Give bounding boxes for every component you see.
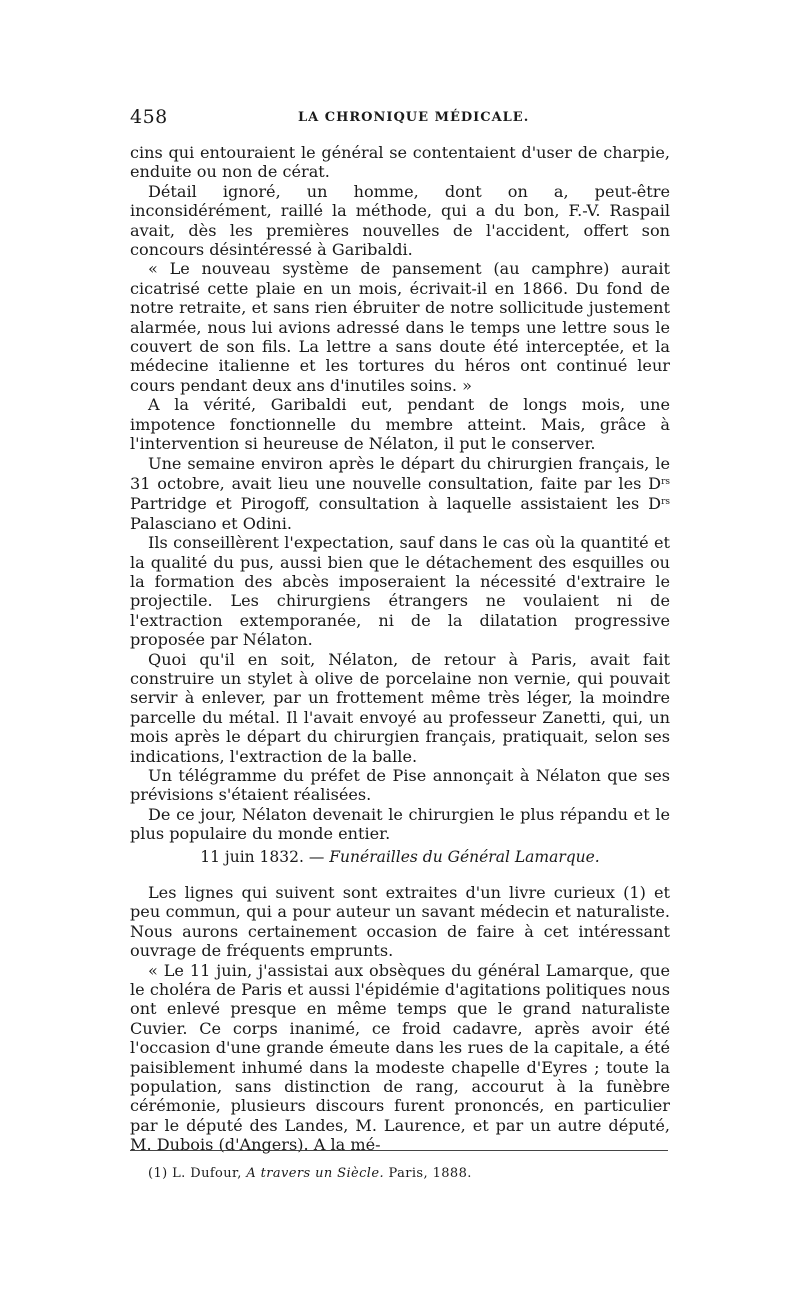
- footnote-place-year: Paris, 1888.: [388, 1166, 472, 1181]
- paragraph: De ce jour, Nélaton devenait le chirurgien le plus répandu et le plus populaire du monde entier.: [130, 804, 670, 844]
- paragraph-consultation: [130, 454, 670, 534]
- paragraph: Détail ignoré, un homme, dont on a, peut-être inconsidérément, raillé la méthode, qui a du bon, F.-V. Raspail avait, dès les premières nouvelles de l'accident, offert son concours désintéressé à Garibaldi.: [130, 181, 670, 260]
- superscript: rs: [661, 476, 670, 487]
- section-title: Funérailles du Général Lamarque.: [329, 848, 600, 866]
- footnote: [148, 1166, 472, 1181]
- paragraph: Un télégramme du préfet de Pise annonçait à Nélaton que ses prévisions s'étaient réalisées.: [130, 766, 670, 805]
- main-text: [130, 143, 670, 844]
- running-title: LA CHRONIQUE MÉDICALE.: [298, 110, 530, 125]
- footnote-book-title: A travers un Siècle.: [246, 1166, 384, 1181]
- section-date: 11 juin 1832. —: [200, 848, 325, 866]
- paragraph: Quoi qu'il en soit, Nélaton, de retour à Paris, avait fait construire un stylet à olive de porcelaine non vernie, qui pouvait servir à enlever, par un frottement même très léger, la moindre parcelle du métal. Il l'avait envoyé au professeur Zanetti, qui, un mois après le départ du chirurgien français, pratiquait, selon ses indications, l'extraction de la balle.: [130, 649, 670, 766]
- paragraph: Ils conseillèrent l'expectation, sauf dans le cas où la quantité et la qualité du pus, aussi bien que le détachement des esquilles ou la formation des abcès imposeraient la nécessité d'extraire le projectile. Les chirurgiens étrangers ne voulaient ni de l'extraction extemporanée, ni de la dilatation progressive proposée par Nélaton.: [130, 533, 670, 650]
- text-run: Une semaine environ après le départ du chirurgien français, le 31 octobre, avait lieu une nouvelle consultation, faite par les D: [130, 453, 670, 493]
- superscript: rs: [661, 497, 670, 508]
- paragraph: cins qui entouraient le général se contentaient d'user de charpie, enduite ou non de cérat.: [130, 143, 670, 182]
- page-header: [130, 106, 670, 130]
- paragraph: « Le 11 juin, j'assistai aux obsèques du général Lamarque, que le choléra de Paris et aussi l'épidémie d'agitations politiques nous ont enlevé presque en même temps que le grand naturaliste Cuvier. Ce corps inanimé, ce froid cadavre, après avoir été l'occasion d'une grande émeute dans les rues de la capitale, a été paisiblement inhumé dans la modeste chapelle d'Eyres ; toute la population, sans distinction de rang, accourut à la funèbre cérémonie, plusieurs discours furent prononcés, en particulier par le député des Landes, M. Laurence, et par un autre député, M. Dubois (d'Angers). A la mé-: [130, 960, 670, 1155]
- section-heading: [130, 848, 670, 866]
- footnote-divider: [130, 1150, 668, 1151]
- paragraph: « Le nouveau système de pansement (au camphre) aurait cicatrisé cette plaie en un mois, écrivait-il en 1866. Du fond de notre retraite, et sans rien ébruiter de notre sollicitude justement alarmée, nous lui avions adressé dans le temps une lettre sous le couvert de son fils. La lettre a sans doute été interceptée, et la médecine italienne et les tortures du héros ont continué leur cours pendant deux ans d'inutiles soins. »: [130, 259, 670, 395]
- footnote-marker: (1) L. Dufour,: [148, 1166, 242, 1181]
- paragraph: A la vérité, Garibaldi eut, pendant de longs mois, une impotence fonctionnelle du membre atteint. Mais, grâce à l'intervention si heureuse de Nélaton, il put le conserver.: [130, 395, 670, 454]
- text-run: Partridge et Pirogoff, consultation à laquelle assistaient les D: [130, 494, 662, 514]
- section-text: [130, 883, 670, 1155]
- page-number: 458: [130, 106, 168, 128]
- text-run: Palasciano et Odini.: [130, 513, 293, 533]
- paragraph: Les lignes qui suivent sont extraites d'un livre curieux (1) et peu commun, qui a pour auteur un savant médecin et naturaliste. Nous aurons certainement occasion de faire à cet intéressant ouvrage de fréquents emprunts.: [130, 883, 670, 961]
